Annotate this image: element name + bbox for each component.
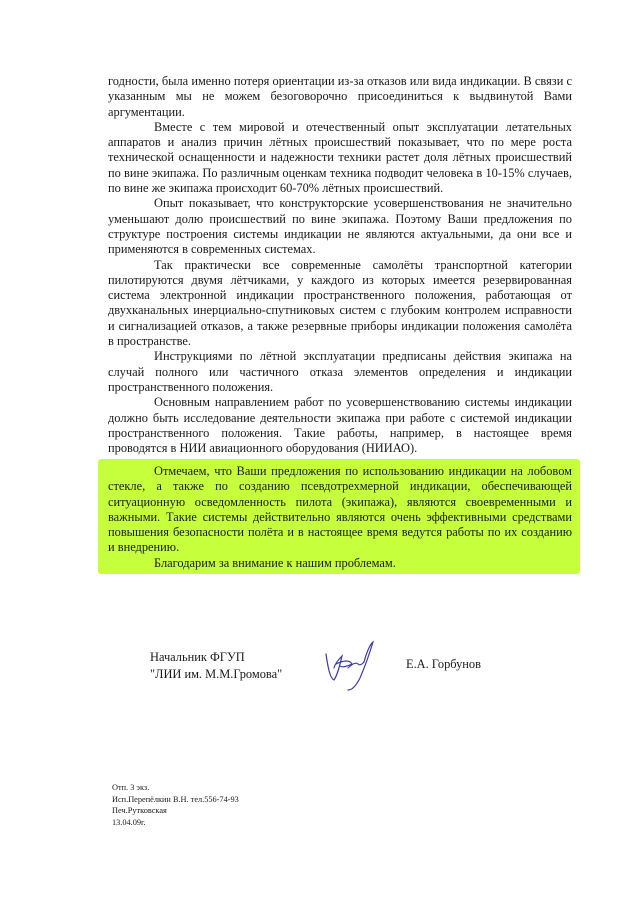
executor-note: Исп.Перепёлкин В.Н. тел.556-74-93 (112, 794, 239, 804)
copies-note: Отп. 3 экз. (112, 783, 150, 792)
signatory-name: Е.А. Горбунов (406, 657, 481, 671)
paragraph: Основным направлением работ по усовершенствованию системы индикации должно быть исследование деятельности экипажа при работе с системой индикации пространственного положения. Такие работы, например, в настоящее время проводятся в НИИ авиационного оборудования (НИИАО). (108, 395, 572, 456)
organization-line: "ЛИИ им. М.М.Громова" (150, 667, 283, 681)
paragraph: Так практически все современные самолёты транспортной категории пилотируются двумя лётчиками, у каждого из которых имеется резервированная система электронной индикации пространственного положения, работающая от двухканальных инерциально-спутниковых систем с глубоким контролем исправности и сигнализацией отказов, а также резервные приборы индикации положения самолёта в пространстве. (108, 257, 572, 349)
position-line: Начальник ФГУП (150, 650, 245, 664)
paragraph: Опыт показывает, что конструкторские усовершенствования не значительно уменьшают долю происшествий по вине экипажа. Поэтому Ваши предложения по структуре построения системы индикации не являются актуальными, да они все и применяются в современных системах. (108, 196, 572, 257)
paragraph: годности, была именно потеря ориентации из-за отказов или вида индикации. В связи с указанным мы не можем безоговорочно присоединиться к выдвинутой Вами аргументации. (108, 74, 572, 119)
document-footer (112, 782, 239, 828)
signatory-position (150, 649, 320, 683)
highlighted-paragraph: Отмечаем, что Ваши предложения по использованию индикации на лобовом стекле, а также по созданию псевдотрехмерной индикации, обеспечивающей ситуационную осведомленность пилота (экипажа), являются своевременными и важными. Такие системы действительно являются очень эффективными средствами повышения безопасности полёта и в настоящее время ведутся работы по их созданию и внедрению. (108, 464, 572, 555)
highlighted-body (108, 464, 572, 571)
handwritten-signature-icon (318, 634, 380, 696)
paragraph: Вместе с тем мировой и отечественный опыт эксплуатации летательных аппаратов и анализ причин лётных происшествий показывает, что по мере роста технической оснащенности и надежности техники растет доля лётных происшествий по вине экипажа. По различным оценкам техника подводит человека в 10-15% случаев, по вине же экипажа происходит 60-70% лётных происшествий. (108, 119, 572, 196)
document-date: 13.04.09г. (112, 817, 146, 827)
paragraph: Инструкциями по лётной эксплуатации предписаны действия экипажа на случай полного или частичного отказа элементов определения и индикации пространственного положения. (108, 349, 572, 394)
closing-paragraph: Благодарим за внимание к нашим проблемам. (154, 555, 396, 570)
letter-body (108, 74, 572, 456)
printed-by-note: Печ.Рутковская (112, 806, 167, 816)
